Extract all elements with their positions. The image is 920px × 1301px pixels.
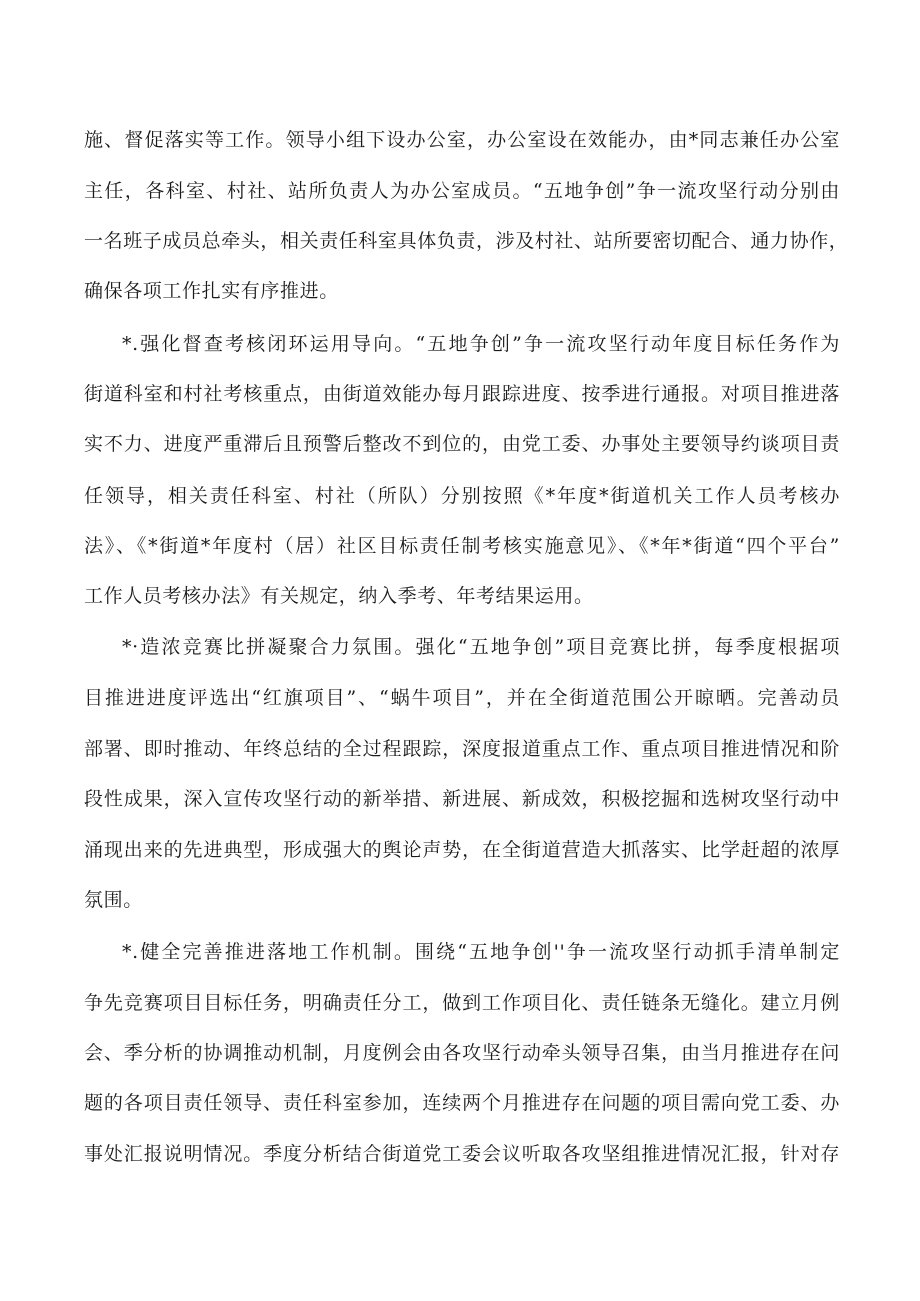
paragraph-4-line-5: 事处汇报说明情况。季度分析结合街道党工委会议听取各攻坚组推进情况汇报，针对存 (84, 1143, 840, 1165)
paragraph-3-line-6: 氛围。 (84, 889, 143, 911)
paragraph-3-line-2: 目推进进度评选出“红旗项目”、“蜗牛项目”，并在全街道范围公开晾晒。完善动员 (84, 687, 840, 709)
paragraph-2-line-4: 任领导，相关责任科室、村社（所队）分别按照《*年度*街道机关工作人员考核办 (84, 485, 840, 507)
paragraph-1-line-2: 主任，各科室、村社、站所负责人为办公室成员。“五地争创”争一流攻坚行动分别由 (84, 180, 840, 202)
paragraph-3-line-1: *·造浓竞赛比拼凝聚合力氛围。强化“五地争创”项目竞赛比拼，每季度根据项 (122, 636, 840, 658)
paragraph-2-line-2: 街道科室和村社考核重点，由街道效能办每月跟踪进度、按季进行通报。对项目推进落 (84, 383, 840, 405)
paragraph-1-line-3: 一名班子成员总牵头，相关责任科室具体负责，涉及村社、站所要密切配合、通力协作， (84, 230, 849, 252)
paragraph-4-line-3: 会、季分析的协调推动机制，月度例会由各攻坚行动牵头领导召集，由当月推进存在问 (84, 1042, 840, 1064)
paragraph-3-line-4: 段性成果，深入宣传攻坚行动的新举措、新进展、新成效，积极挖掘和选树攻坚行动中 (84, 788, 840, 810)
paragraph-4-line-4: 题的各项目责任领导、责任科室参加，连续两个月推进存在问题的项目需向党工委、办 (84, 1092, 840, 1114)
paragraph-2-line-6: 工作人员考核办法》有关规定，纳入季考、年考结果运用。 (84, 585, 594, 607)
paragraph-2-line-3: 实不力、进度严重滞后且预警后整改不到位的，由党工委、办事处主要领导约谈项目责 (84, 433, 840, 455)
paragraph-4-line-1: *.健全完善推进落地工作机制。围绕“五地争创''争一流攻坚行动抓手清单制定 (122, 941, 840, 963)
paragraph-3-line-3: 部署、即时推动、年终总结的全过程跟踪，深度报道重点工作、重点项目推进情况和阶 (84, 738, 840, 760)
paragraph-2-line-1: *.强化督查考核闭环运用导向。“五地争创”争一流攻坚行动年度目标任务作为 (122, 333, 840, 355)
paragraph-1-line-4: 确保各项工作扎实有序推进。 (84, 280, 339, 302)
paragraph-4-line-2: 争先竞赛项目目标任务，明确责任分工，做到工作项目化、责任链条无缝化。建立月例 (84, 992, 840, 1014)
paragraph-1-line-1: 施、督促落实等工作。领导小组下设办公室，办公室设在效能办，由*同志兼任办公室 (84, 129, 840, 151)
paragraph-3-line-5: 涌现出来的先进典型，形成强大的舆论声势，在全街道营造大抓落实、比学赶超的浓厚 (84, 839, 840, 861)
paragraph-2-line-5: 法》、《*街道*年度村（居）社区目标责任制考核实施意见》、《*年*街道“四个平台” (84, 535, 840, 557)
